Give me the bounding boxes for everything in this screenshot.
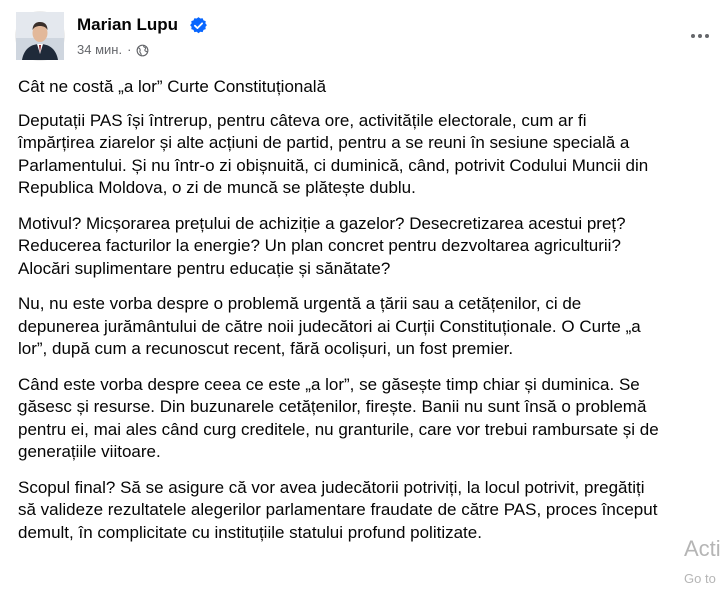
meta-separator: · — [127, 42, 132, 57]
post-paragraph-5: Scopul final? Să se asigure că vor avea judecătorii potriviți, la locul potrivit, pregătiți să valideze rezultatele alegerilor parlamentare fraudate de către PAS, proces început demult, în complicitate cu instituțiile statului profund politizate. — [18, 477, 658, 542]
watermark-line-1: Acti — [684, 536, 721, 561]
activation-watermark — [684, 536, 721, 592]
post-paragraph-2: Motivul? Micșorarea prețului de achiziție a gazelor? Desecretizarea acestui preț? Reducerea facturilor la energie? Un plan concret pentru dezvoltarea agriculturii? Alocări suplimentare pentru educație și sănătate? — [18, 213, 626, 278]
author-name[interactable]: Marian Lupu — [77, 15, 179, 34]
post-content — [18, 76, 710, 557]
post-meta — [77, 41, 149, 59]
watermark-line-2: Go to — [684, 571, 716, 586]
globe-icon[interactable] — [136, 44, 149, 57]
post-timestamp[interactable]: 34 мин. — [77, 42, 123, 57]
post-title: Cât ne costă „a lor” Curte Constituțională — [18, 77, 327, 96]
more-options-button[interactable] — [686, 22, 714, 50]
verified-badge-icon — [190, 17, 207, 34]
author-avatar[interactable] — [16, 12, 64, 60]
post-paragraph-4: Când este vorba despre ceea ce este „a lor”, se găsește timp chiar și duminica. Se găsesc și resurse. Din buzunarele cetățenilor, firește. Banii nu sunt însă o problemă pentru ei, mai ales când curg creditele, nu granturile, care vor trebui rambursate și de generațiile viitoare. — [18, 374, 659, 461]
post-paragraph-1: Deputații PAS își întrerup, pentru câteva ore, activitățile electorale, cum ar fi împărțirea ziarelor și alte acțiuni de partid, pentru a se reuni în sesiune specială a Parlamentului. Și nu într-o zi obișnuită, ci duminică, când, potrivit Codului Muncii din Republica Moldova, o zi de muncă se plătește dublu. — [18, 110, 649, 197]
post-paragraph-3: Nu, nu este vorba despre o problemă urgentă a țării sau a cetățenilor, ci de depunerea jurământului de către noii judecători ai Curții Constituționale. O Curte „a lor”, după cum a recunoscut recent, fără ocolișuri, un fost premier. — [18, 294, 641, 358]
more-options-icon — [690, 33, 710, 39]
